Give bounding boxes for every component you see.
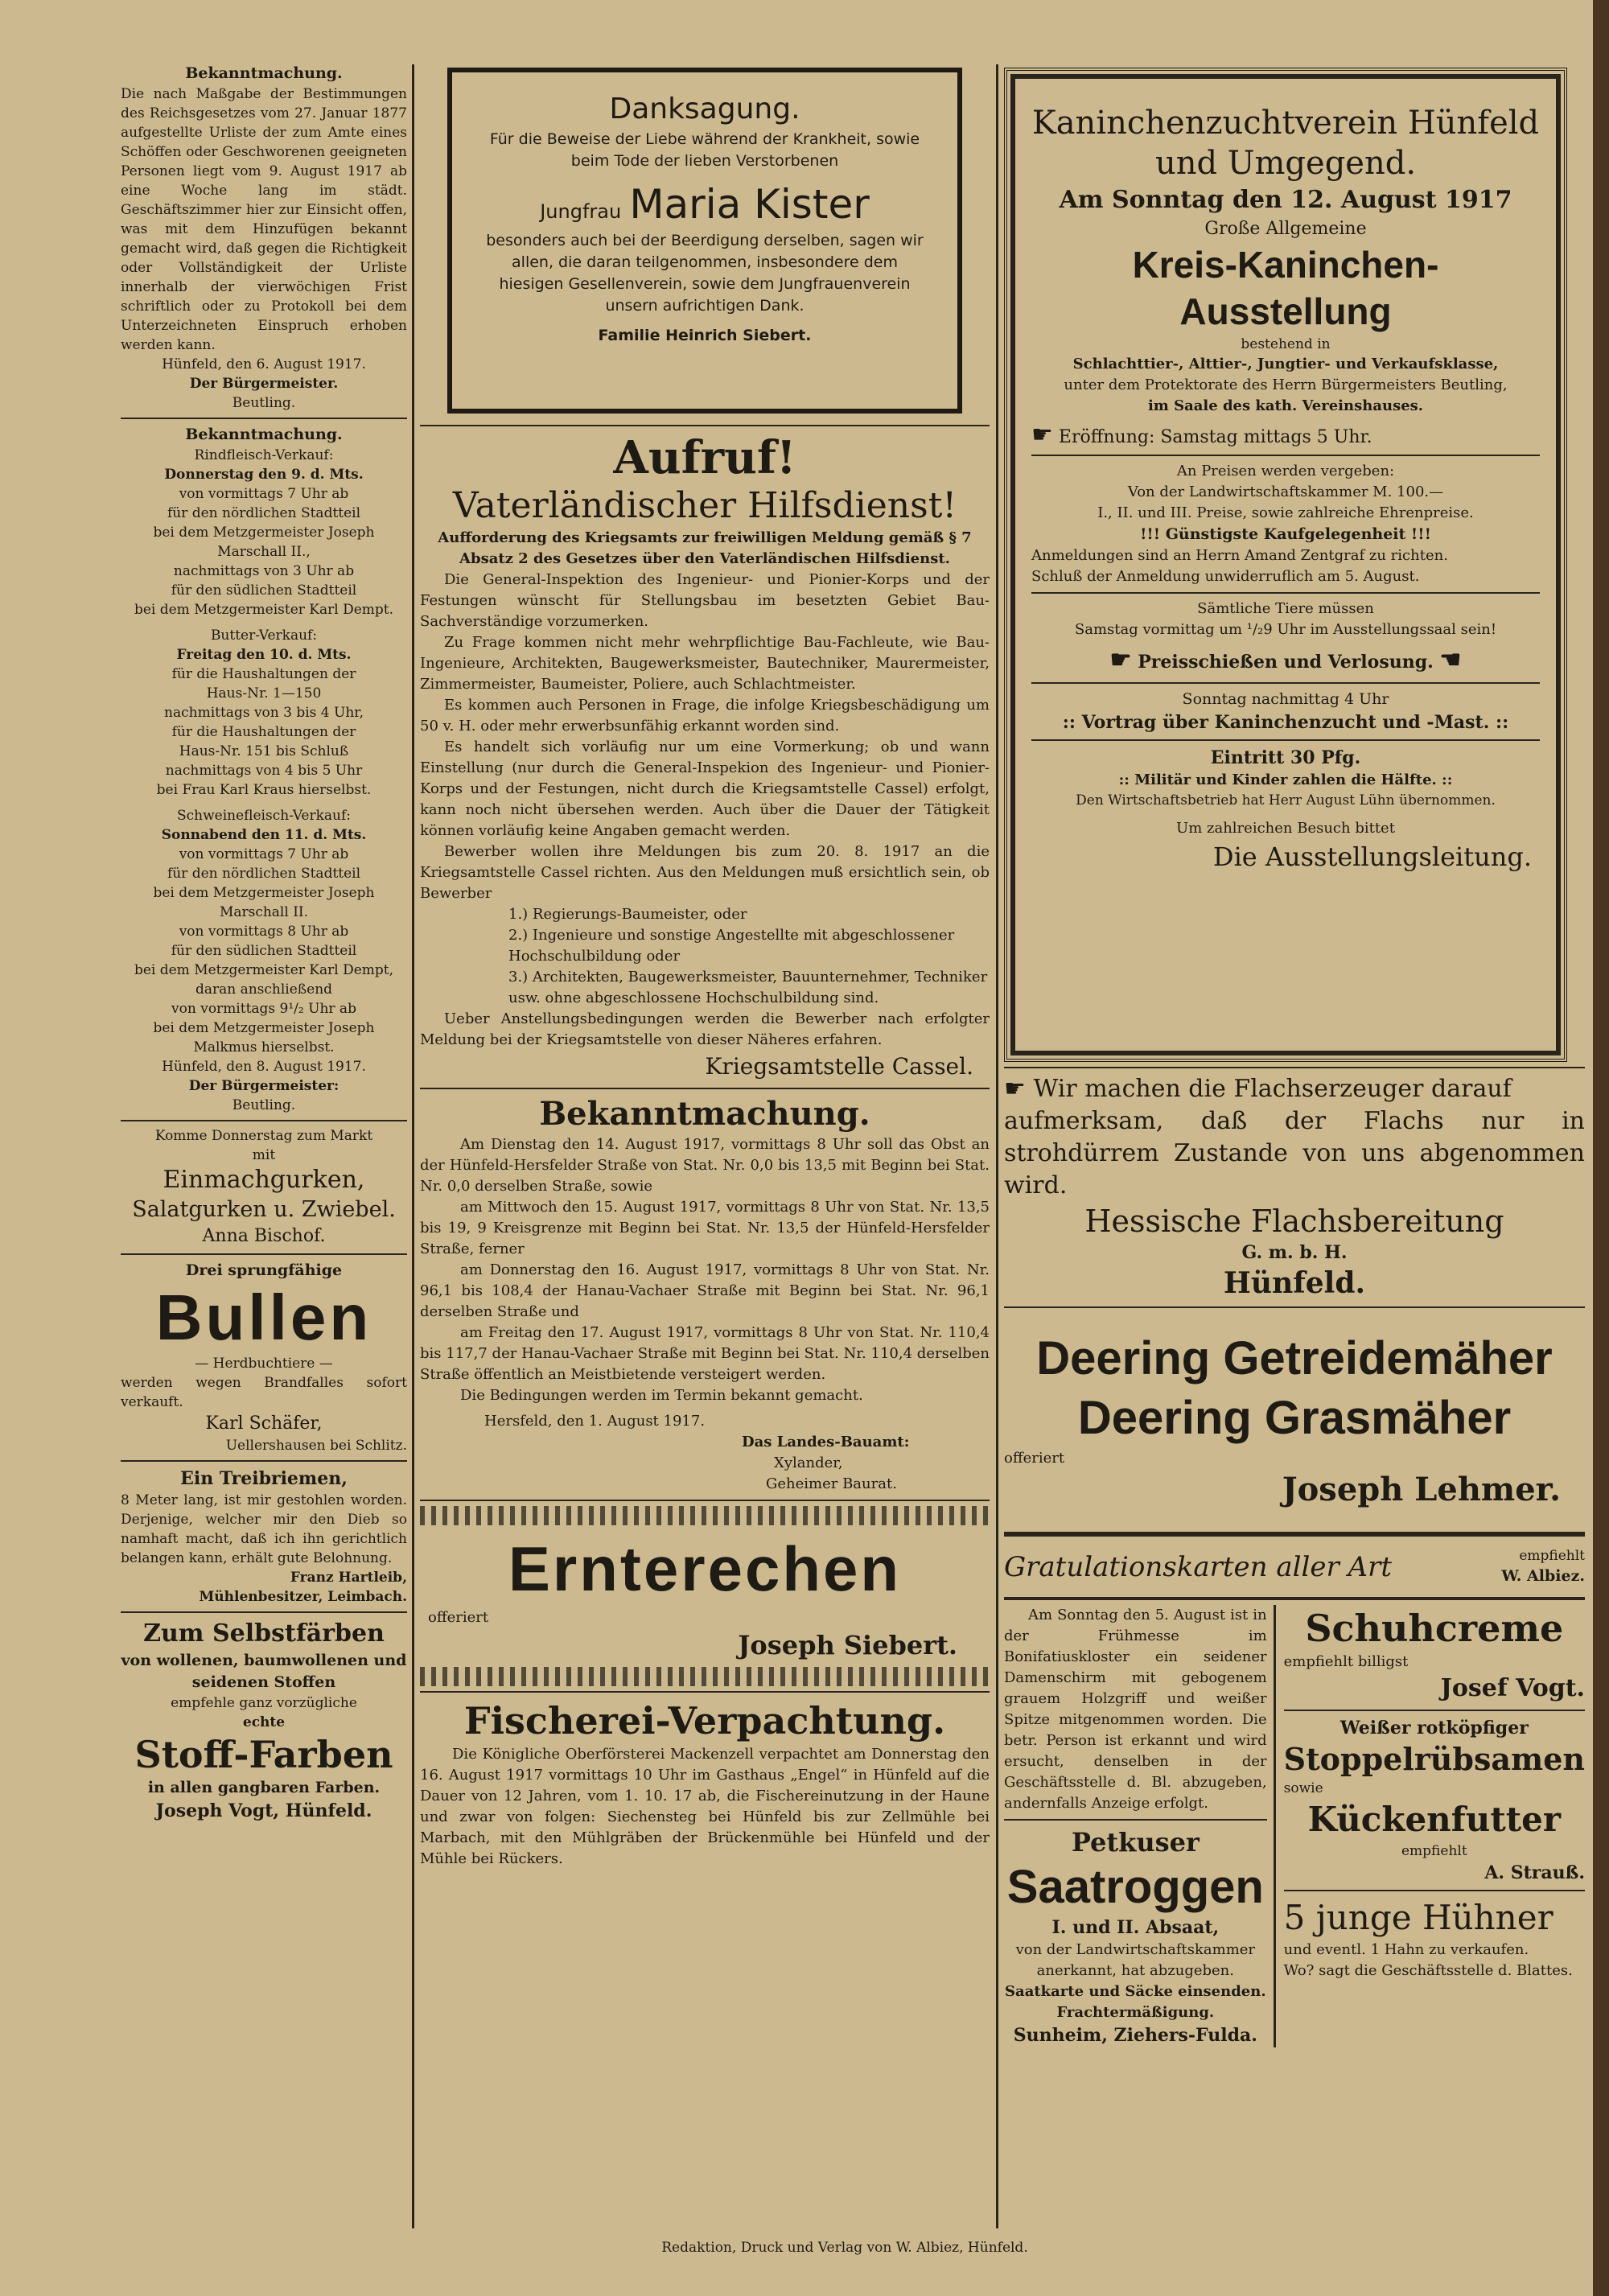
ad-headline: und Umgegend. xyxy=(1154,145,1417,182)
divider xyxy=(1004,1306,1585,1308)
notice-date: Hersfeld, den 1. August 1917. xyxy=(484,1413,706,1430)
ad-text: !!! Günstigste Kaufgelegenheit !!! xyxy=(1140,525,1431,543)
ad-name: Franz Hartleib, xyxy=(290,1570,407,1586)
ad-text: Schluß der Anmeldung unwiderruflich am 5. August. xyxy=(1031,568,1420,585)
ad-place: Hünfeld. xyxy=(1223,1266,1366,1300)
flachs-first-line xyxy=(1004,1073,1585,1105)
notice-paragraph: Die Königliche Oberförsterei Mackenzell verpachtet am Donnerstag den 16. August 1917 vormittags 10 Uhr im Gasthaus „Engel“ in Hünfeld auf die Dauer von 12 Jahren, vom 1. 10. 17 ab, die Fischereinutzung in der Haune und zwar von folgen: Siechensteg bei Hünfeld bis zur Zellmühle bei Marbach, mit den Mühlgräben der Brückenmühle bei Hünfeld und der Mühle bei Rückers. xyxy=(420,1746,990,1867)
notice-paragraph: am Mittwoch den 15. August 1917, vormittags 8 Uhr von Stat. Nr. 13,5 bis 19, 9 Kreisgrenze mit Beginn bei Stat. Nr. 13,5 der Hünfeld-Hersfelder Straße, ferner xyxy=(420,1199,990,1257)
event-title: Kreis-Kaninchen-Ausstellung xyxy=(1132,244,1439,332)
ad-text: Sonntag nachmittag 4 Uhr xyxy=(1182,690,1389,708)
column-left xyxy=(121,63,407,2219)
pointing-hand-icon: ☛ xyxy=(1004,1075,1026,1103)
ad-headline: Kückenfutter xyxy=(1307,1800,1561,1839)
ad-text: I., II. und III. Preise, sowie zahlreiche Ehrenpreise. xyxy=(1097,504,1474,521)
ad-text: Sämtliche Tiere müssen xyxy=(1197,600,1374,617)
ad-place: Uellershausen bei Schlitz. xyxy=(225,1438,407,1454)
ad-text: Wir machen die Flachserzeuger darauf xyxy=(1033,1075,1512,1103)
notice-title: Aufruf! xyxy=(613,431,796,484)
notice-verkauf xyxy=(121,424,407,1115)
ad-text: Am Sonntag den 5. August ist in der Frühmesse im Bonifatiuskloster ein seidener Damenschirm mit gebogenem grauem Holzgriff und weißer Spitze mitgenommen worden. Die betr. Person ist erkannt und wird ersucht, denselben in der Geschäftsstelle d. Bl. abzugeben, andernfalls Anzeige erfolgt. xyxy=(1004,1607,1267,1812)
ad-grid-right xyxy=(1276,1605,1585,2047)
ad-text: I. und II. Absaat, xyxy=(1051,1917,1220,1938)
pointing-hand-icon: ☚ xyxy=(1439,646,1462,674)
opening-line xyxy=(1031,423,1540,450)
ad-text: Große Allgemeine xyxy=(1204,219,1367,239)
line: nachmittags von 4 bis 5 Uhr xyxy=(165,763,363,779)
divider xyxy=(1004,1532,1585,1537)
line: Haus-Nr. 151 bis Schluß xyxy=(179,743,349,759)
line: bei dem Metzgermeister Karl Dempt. xyxy=(134,602,394,618)
notice-title: Bekanntmachung. xyxy=(185,426,343,443)
ad-headline: Zum Selbstfärben xyxy=(143,1619,385,1648)
section-day: Donnerstag den 9. d. Mts. xyxy=(164,467,364,483)
notice-role: Geheimer Baurat. xyxy=(766,1475,897,1492)
ad-gurken xyxy=(121,1126,407,1249)
list-item: 1.) Regierungs-Baumeister, oder xyxy=(508,906,747,923)
notice-subtitle: Vaterländischer Hilfsdienst! xyxy=(452,485,957,526)
notice-name: Xylander, xyxy=(774,1455,843,1471)
notice-paragraph: Es kommen auch Personen in Frage, die infolge Kriegsbeschädigung um 50 v. H. oder mehr erwerbsunfähig erkannt worden sind. xyxy=(420,697,990,734)
ad-text: aufmerksam, daß der Flachs nur in strohdürrem Zustande von uns abgenommen wird. xyxy=(1004,1107,1585,1199)
notice-title: Bekanntmachung. xyxy=(185,64,343,82)
notice-name: Beutling. xyxy=(232,395,296,411)
ad-flachs xyxy=(1004,1073,1585,1302)
divider xyxy=(121,1460,407,1462)
divider xyxy=(420,425,990,426)
divider xyxy=(420,1088,990,1089)
ad-text: echte xyxy=(242,1714,286,1730)
line: für den südlichen Stadtteil xyxy=(171,582,357,599)
notice-paragraph: Es handelt sich vorläufig nur um eine Vormerkung; ob und wann Einstellung (nur durch die General-Inspekion des Ingenieur- und Pionier-Korps und der Festungen, nicht durch die Kriegsamtstelle Cassel) erfolgt, kann noch nicht übersehen werden. Auch über die Dauer der Tätigkeit können vorläufig keine Angaben gemacht werden. xyxy=(420,739,990,839)
ad-place: Mühlenbesitzer, Leimbach. xyxy=(199,1589,407,1605)
column-middle xyxy=(420,68,990,2224)
ad-deering xyxy=(1004,1313,1585,1527)
footer xyxy=(121,2238,1569,2257)
ornament-border xyxy=(420,1667,990,1686)
ad-name-line xyxy=(481,179,928,230)
ad-signature: Familie Heinrich Siebert. xyxy=(598,327,812,344)
divider xyxy=(1031,455,1540,456)
page-edge xyxy=(1593,0,1609,2296)
ad-text: und eventl. 1 Hahn zu verkaufen. xyxy=(1283,1941,1529,1958)
ad-name: Karl Schäfer, xyxy=(205,1413,323,1434)
ad-text: Von der Landwirtschaftskammer M. 100.— xyxy=(1127,483,1444,500)
line: von vormittags 8 Uhr ab xyxy=(179,924,349,940)
notice-urliste xyxy=(121,63,407,413)
divider xyxy=(1004,1067,1585,1068)
ad-text: empfehle ganz vorzügliche xyxy=(171,1695,357,1711)
preis-text: Preisschießen und Verlosung. xyxy=(1138,652,1434,673)
divider xyxy=(420,1500,990,1501)
ad-text: empfiehlt xyxy=(1401,1843,1467,1859)
ad-grid-left xyxy=(1004,1605,1276,2047)
ad-text: Petkuser xyxy=(1071,1827,1200,1858)
ad-sub: — Herdbuchtiere — xyxy=(195,1356,333,1372)
ad-text: empfiehlt billigst xyxy=(1283,1653,1409,1670)
line: von vormittags 9¹/₂ Uhr ab xyxy=(171,1001,356,1017)
divider xyxy=(1284,1710,1585,1711)
ad-text: Um zahlreichen Besuch bittet xyxy=(1176,820,1395,837)
line: von vormittags 7 Uhr ab xyxy=(179,486,349,502)
notice-paragraph: Die Bedingungen werden im Termin bekannt gemacht. xyxy=(460,1387,863,1404)
notice-fischerei xyxy=(420,1697,990,1870)
notice-obst xyxy=(420,1094,990,1495)
ad-name: Joseph Lehmer. xyxy=(1282,1471,1561,1508)
line: für den nördlichen Stadtteil xyxy=(167,505,361,521)
line: für die Haushaltungen der xyxy=(171,724,356,740)
divider xyxy=(1004,1819,1267,1821)
ad-text: bestehend in xyxy=(1241,336,1331,352)
deceased-name: Maria Kister xyxy=(629,181,870,228)
ad-name: Anna Bischof. xyxy=(202,1226,326,1246)
event-date: Am Sonntag den 12. August 1917 xyxy=(1059,186,1512,214)
divider xyxy=(1031,739,1540,741)
ad-headline: 5 junge Hühner xyxy=(1283,1898,1553,1937)
ad-prefix: Jungfrau xyxy=(540,200,622,223)
notice-paragraph: Bewerber wollen ihre Meldungen bis zum 20. 8. 1917 an die Kriegsamtstelle Cassel richten. Aus den Meldungen muß ersichtlich sein, ob Bewerber xyxy=(420,843,990,902)
ad-treibriemen xyxy=(121,1467,407,1607)
ad-schuhcreme xyxy=(1284,1605,1585,1705)
notice-lead: Aufforderung des Kriegsamts zur freiwilligen Meldung gemäß § 7 Absatz 2 des Gesetzes über den Vaterländischen Hilfsdienst. xyxy=(438,529,972,567)
ad-ernterechen xyxy=(420,1506,990,1686)
ad-name: Josef Vogt. xyxy=(1440,1674,1585,1702)
divider xyxy=(121,1120,407,1121)
line: für die Haushaltungen der xyxy=(171,666,356,682)
notice-signatory: Der Bürgermeister. xyxy=(189,376,339,392)
ad-text: im Saale des kath. Vereinshauses. xyxy=(1147,397,1424,414)
ad-firm: Hessische Flachsbereitung xyxy=(1084,1204,1504,1239)
notice-body: Die nach Maßgabe der Bestimmungen des Reichsgesetzes vom 27. Januar 1877 aufgestellte Urliste der zum Amte eines Schöffen oder Geschworenen geeigneten Personen liegt vom 9. August 1917 ab eine Woche lang im städt. Geschäftszimmer hier zur Einsicht offen, was mit dem Hinzufügen bekannt gemacht wird, daß gegen die Richtigkeit oder Vollständigkeit der Urliste innerhalb der vierwöchigen Frist schriftlich oder zu Protokoll bei dem Unterzeichneten Einspruch erhoben werden kann. xyxy=(121,86,407,353)
ad-text: besonders auch bei der Beerdigung derselben, sagen wir allen, die daran teilgenommen, insbesondere dem hiesigen Gesellenverein, sowie dem Jungfrauenverein unsern aufrichtigen Dank. xyxy=(486,232,924,315)
section-head: Schweinefleisch-Verkauf: xyxy=(176,808,352,824)
notice-paragraph: Die General-Inspektion des Ingenieur- und Pionier-Korps und der Festungen wünscht für Stellungsbau im besetzten Gebiet Bau-Sachverständige vorzumerken. xyxy=(420,571,990,630)
ad-text: werden wegen Brandfalles sofort verkauft. xyxy=(121,1375,407,1410)
column-rule-1 xyxy=(412,64,414,2228)
ad-text: unter dem Protektorate des Herrn Bürgermeisters Beutling, xyxy=(1064,376,1508,393)
notice-title: Fischerei-Verpachtung. xyxy=(463,1699,946,1743)
ad-danksagung xyxy=(447,68,962,414)
list-item: 2.) Ingenieure und sonstige Angestellte mit abgeschlossener Hochschulbildung oder xyxy=(508,927,955,965)
ad-text: empfiehlt xyxy=(1519,1548,1585,1564)
ad-grid xyxy=(1004,1605,1585,2047)
notice-aufruf xyxy=(420,431,990,1083)
line: bei Frau Karl Kraus hierselbst. xyxy=(156,782,372,798)
line: bei dem Metzgermeister Karl Dempt, xyxy=(134,962,394,978)
footer-imprint: Redaktion, Druck und Verlag von W. Albiez, Hünfeld. xyxy=(661,2240,1028,2256)
line: bei dem Metzgermeister Joseph Malkmus hierselbst. xyxy=(153,1020,375,1055)
ad-text: An Preisen werden vergeben: xyxy=(1176,463,1395,479)
ad-name: Sunheim, Ziehers-Fulda. xyxy=(1013,2025,1257,2046)
ad-text: Den Wirtschaftsbetrieb hat Herr August Lühn übernommen. xyxy=(1076,792,1496,809)
divider xyxy=(1031,682,1540,684)
ad-headline: Deering Getreidemäher xyxy=(1036,1332,1553,1385)
ad-text: Schlachttier-, Alttier-, Jungtier- und Verkaufsklasse, xyxy=(1072,356,1499,372)
ad-text: sowie xyxy=(1283,1780,1323,1796)
ad-headline: Ein Treibriemen, xyxy=(180,1468,348,1489)
ad-intro: mit xyxy=(252,1147,276,1163)
ad-headline: Gratulationskarten aller Art xyxy=(1004,1550,1393,1583)
ad-saatroggen xyxy=(1004,1825,1267,2047)
ad-intro: Drei sprungfähige xyxy=(185,1261,343,1279)
ad-firm-suffix: G. m. b. H. xyxy=(1241,1242,1348,1263)
section-day: Sonnabend den 11. d. Mts. xyxy=(161,827,367,843)
ad-headline: Kaninchenzuchtverein Hünfeld xyxy=(1031,105,1540,142)
ad-text: Weißer rotköpfiger xyxy=(1339,1718,1529,1738)
ad-name: Joseph Siebert. xyxy=(738,1630,957,1660)
notice-paragraph: Zu Frage kommen nicht mehr wehrpflichtige Bau-Fachleute, wie Bau-Ingenieure, Architekten, Baugewerksmeister, Bautechniker, Maurermeister, Zimmermeister, Baumeister, Poliere, auch Schlachtmeister. xyxy=(420,634,990,693)
ad-text: Wo? sagt die Geschäftsstelle d. Blattes. xyxy=(1283,1962,1573,1979)
ad-headline: Bullen xyxy=(155,1282,372,1353)
list-item: 3.) Architekten, Baugewerksmeister, Bauunternehmer, Techniker usw. ohne abgeschlossene Hochschulbildung sind. xyxy=(508,969,988,1006)
section-head: Rindfleisch-Verkauf: xyxy=(194,447,334,463)
ad-text: 8 Meter lang, ist mir gestohlen worden. Derjenige, welcher mir den Dieb so namhaft macht, daß ich ihn gerichtlich belangen kann, erhält gute Belohnung. xyxy=(121,1492,407,1566)
line: bei dem Metzgermeister Joseph Marschall II., xyxy=(153,525,375,560)
line: von vormittags 7 Uhr ab xyxy=(179,846,349,862)
ad-headline: Deering Grasmäher xyxy=(1077,1392,1512,1444)
divider xyxy=(121,1253,407,1255)
notice-paragraph: am Freitag den 17. August 1917, vormittags 8 Uhr von Stat. Nr. 110,4 bis 117,7 der Hanau-Vachaer Straße mit Beginn bei Stat. Nr. 110,4 derselben Straße öffentlich an Meistbietende versteigert werden. xyxy=(420,1324,990,1383)
ad-text: Samstag vormittag um ¹/₂9 Uhr im Ausstellungssaal sein! xyxy=(1074,621,1497,638)
ad-text: Frachtermäßigung. xyxy=(1056,2004,1215,2021)
ad-huehner xyxy=(1284,1896,1585,1981)
ad-text: in allen gangbaren Farben. xyxy=(147,1779,381,1796)
pointing-hand-icon: ☛ xyxy=(1109,646,1132,674)
ad-text: von der Landwirtschaftskammer anerkannt, hat abzugeben. xyxy=(1015,1941,1256,1979)
ad-headline: Schuhcreme xyxy=(1305,1607,1564,1650)
ad-headline: Stoff-Farben xyxy=(134,1733,393,1776)
line: nachmittags von 3 bis 4 Uhr, xyxy=(164,705,364,721)
ad-text: von wollenen, baumwollenen und seidenen Stoffen xyxy=(121,1652,407,1691)
section-day: Freitag den 10. d. Mts. xyxy=(176,647,352,663)
line: bei dem Metzgermeister Joseph Marschall II. xyxy=(153,885,375,920)
divider xyxy=(121,1611,407,1613)
preis-line xyxy=(1031,648,1540,674)
section-head: Butter-Verkauf: xyxy=(210,627,318,644)
line: Haus-Nr. 1—150 xyxy=(206,685,322,702)
ad-text: :: Militär und Kinder zahlen die Hälfte. :: xyxy=(1118,772,1453,788)
ad-farben xyxy=(121,1618,407,1823)
divider xyxy=(1004,1597,1585,1600)
ad-text: Anmeldungen sind an Herrn Amand Zentgraf zu richten. xyxy=(1031,547,1448,564)
divider xyxy=(121,418,407,419)
ad-intro: Komme Donnerstag zum Markt xyxy=(154,1128,373,1144)
ad-stoppel xyxy=(1284,1716,1585,1885)
ad-kaninchen xyxy=(1004,68,1567,1062)
notice-paragraph: Ueber Anstellungsbedingungen werden die Bewerber nach erfolgter Meldung bei der Kriegsamtstelle von dieser Näheres erfahren. xyxy=(420,1010,990,1048)
ad-text: Für die Beweise der Liebe während der Krankheit, sowie beim Tode der lieben Verstorbenen xyxy=(489,130,920,170)
ad-offer: offeriert xyxy=(1004,1450,1065,1467)
ad-headline: Danksagung. xyxy=(609,93,800,125)
ad-offer: offeriert xyxy=(428,1609,489,1626)
ad-text: Eintritt 30 Pfg. xyxy=(1210,747,1361,768)
opening-text: Eröffnung: Samstag mittags 5 Uhr. xyxy=(1058,427,1372,447)
notice-date: Hünfeld, den 6. August 1917. xyxy=(162,356,366,372)
column-right xyxy=(1004,68,1585,2224)
ad-text: :: Vortrag über Kaninchenzucht und -Mast. :: xyxy=(1062,712,1509,733)
divider xyxy=(1031,592,1540,594)
ad-headline: Ernterechen xyxy=(508,1533,902,1604)
ad-name: Joseph Vogt, Hünfeld. xyxy=(155,1800,372,1821)
ad-gratulation xyxy=(1004,1541,1585,1592)
line: nachmittags von 3 Uhr ab xyxy=(173,563,355,579)
ad-headline: Salatgurken u. Zwiebel. xyxy=(132,1197,396,1222)
ad-text: Saatkarte und Säcke einsenden. xyxy=(1005,1983,1266,2000)
ad-headline: Einmachgurken, xyxy=(163,1166,365,1194)
line: für den südlichen Stadtteil xyxy=(171,943,357,959)
notice-date: Hünfeld, den 8. August 1917. xyxy=(162,1059,366,1075)
ad-name: A. Strauß. xyxy=(1484,1862,1585,1883)
line: daran anschließend xyxy=(195,981,333,998)
divider xyxy=(420,1691,990,1693)
notice-signatory: Kriegsamtstelle Cassel. xyxy=(705,1053,973,1080)
ad-bullen xyxy=(121,1260,407,1455)
notice-title: Bekanntmachung. xyxy=(539,1095,870,1133)
ad-headline: Saatroggen xyxy=(1006,1861,1264,1913)
notice-paragraph: Am Dienstag den 14. August 1917, vormittags 8 Uhr soll das Obst an der Hünfeld-Hersfelder Straße von Stat. Nr. 0,0 bis 13,5 mit Beginn bei Stat. Nr. 0,0 derselben Straße, sowie xyxy=(420,1136,990,1195)
ad-signature: Die Ausstellungsleitung. xyxy=(1212,841,1532,872)
ad-headline: Stoppelrübsamen xyxy=(1283,1741,1585,1777)
notice-paragraph: am Donnerstag den 16. August 1917, vormittags 8 Uhr von Stat. Nr. 96,1 bis 108,4 der Hanau-Vachaer Straße mit Beginn bei Stat. Nr. 96,1 derselben Straße und xyxy=(420,1261,990,1320)
notice-name: Beutling. xyxy=(232,1097,296,1113)
column-rule-2 xyxy=(996,64,998,2228)
notice-signatory: Der Bürgermeister: xyxy=(188,1078,339,1094)
ad-schirm xyxy=(1004,1605,1267,1814)
divider xyxy=(1284,1890,1585,1891)
ad-name: W. Albiez. xyxy=(1501,1567,1585,1585)
ornament-border xyxy=(420,1506,990,1525)
notice-signatory: Das Landes-Bauamt: xyxy=(742,1434,910,1450)
line: für den nördlichen Stadtteil xyxy=(167,866,361,882)
pointing-hand-icon: ☛ xyxy=(1031,421,1053,449)
